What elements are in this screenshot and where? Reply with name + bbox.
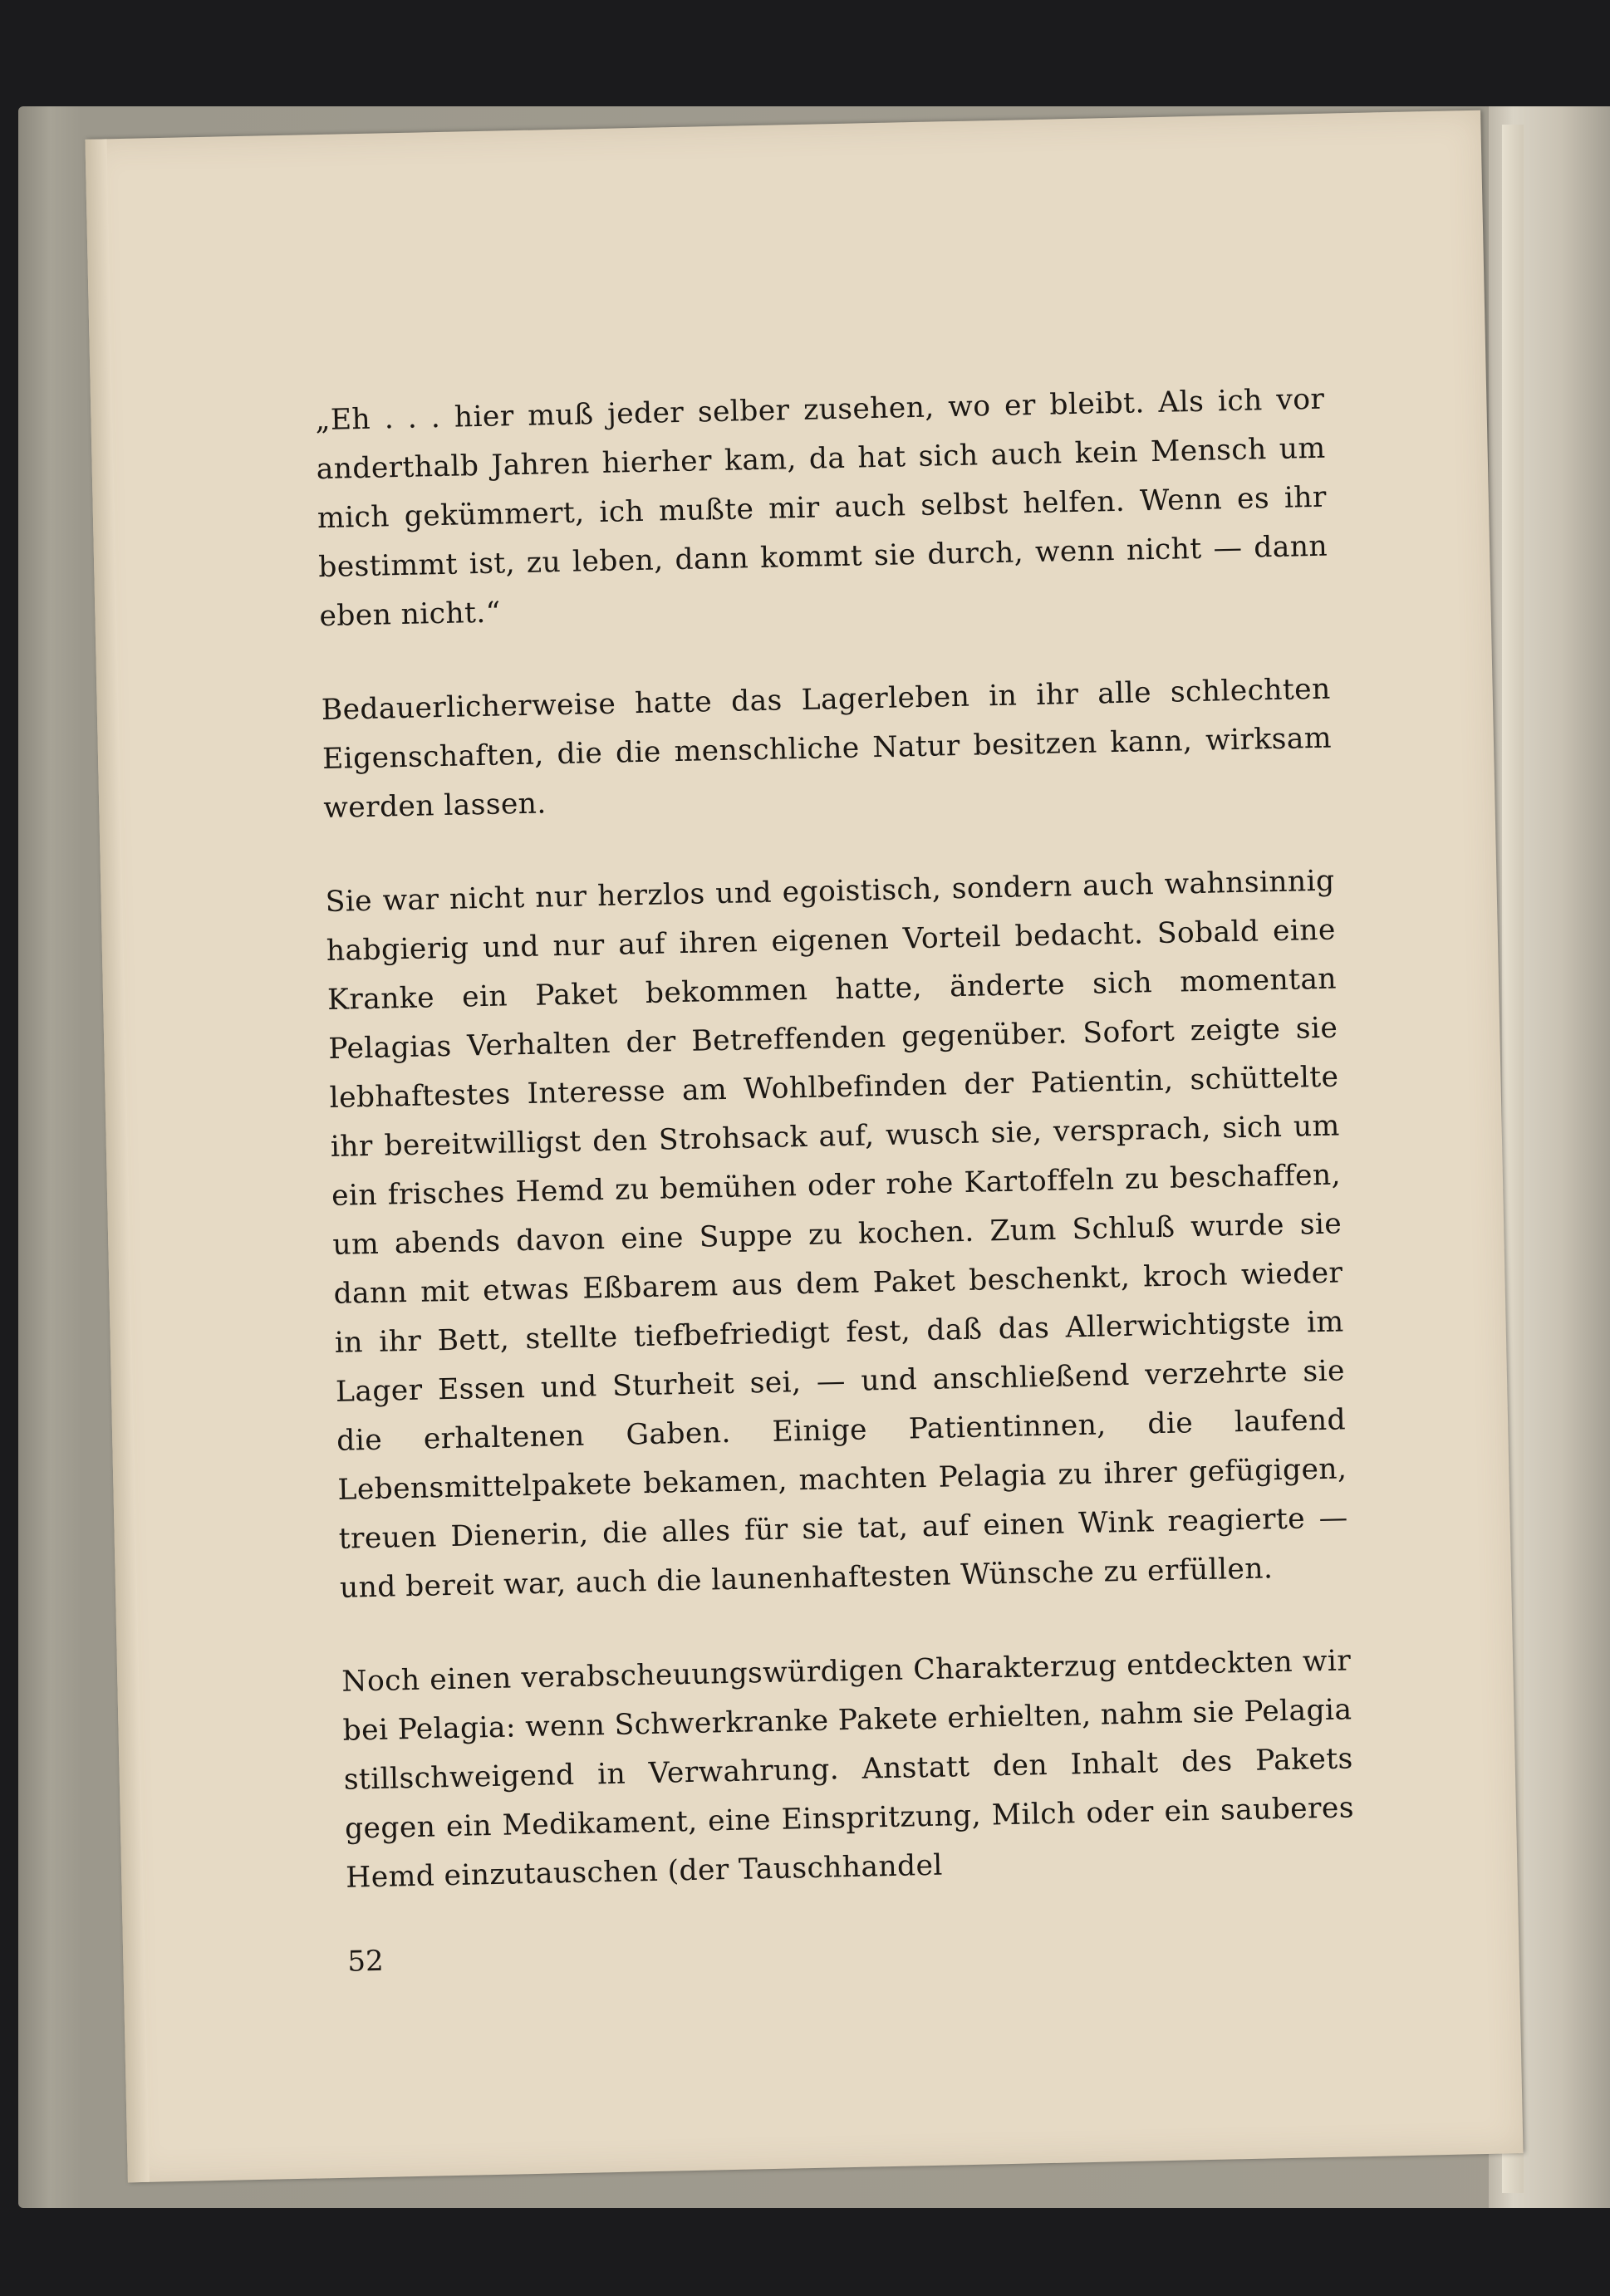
paragraph: „Eh . . . hier muß jeder selber zusehen, wo er bleibt. Als ich vor anderthalb Jahren hierher kam, da hat sich auch kein Mensch um mich gekümmert, ich mußte mir auch selbst helfen. Wenn es ihr bestimmt ist, zu leben, dann kommt sie durch, wenn nicht — dann eben nicht.“ bbox=[315, 382, 1328, 634]
body-text bbox=[315, 375, 1357, 1948]
paragraph: Sie war nicht nur herzlos und egoistisch, sondern auch wahnsinnig habgierig und nur auf ihren eigenen Vorteil bedacht. Sobald eine Kranke ein Paket bekommen hatte, änderte sich momentan Pelagias Verhalten der Betreffenden gegenüber. Sofort zeigte sie lebhaftestes Interesse am Wohlbefinden der Patientin, schüttelte ihr bereitwilligst den Strohsack auf, wusch sie, versprach, sich um ein frisches Hemd zu bemühen oder rohe Kartoffeln zu beschaffen, um abends davon eine Suppe zu kochen. Zum Schluß wurde sie dann mit etwas Eßbarem aus dem Paket beschenkt, kroch wieder in ihr Bett, stellte tiefbefriedigt fest, daß das Allerwichtigste im Lager Essen und Sturheit sei, — und anschließend verzehrte sie die erhaltenen Gaben. Einige Patientinnen, die laufend Lebensmittelpakete bekamen, machten Pelagia zu ihrer gefügigen, treuen Dienerin, die alles für sie tat, auf einen Wink reagierte — und bereit war, auch die launenhaftesten Wünsche zu erfüllen. bbox=[325, 864, 1348, 1605]
paragraph: Noch einen verabscheuungswürdigen Charakterzug entdeckten wir bei Pelagia: wenn Schwerkranke Pakete erhielten, nahm sie Pelagia stillschweigend in Verwahrung. Anstatt den Inhalt des Pakets gegen ein Medikament, eine Einspritzung, Milch oder ein sauberes Hemd einzutauschen (der Tauschhandel bbox=[341, 1644, 1355, 1895]
paragraph: Bedauerlicherweise hatte das Lagerleben in ihr alle schlechten Eigenschaften, die die menschliche Natur besitzen kann, wirksam werden lassen. bbox=[321, 672, 1333, 826]
page-number: 52 bbox=[347, 1944, 385, 1979]
book-page bbox=[85, 110, 1523, 2183]
